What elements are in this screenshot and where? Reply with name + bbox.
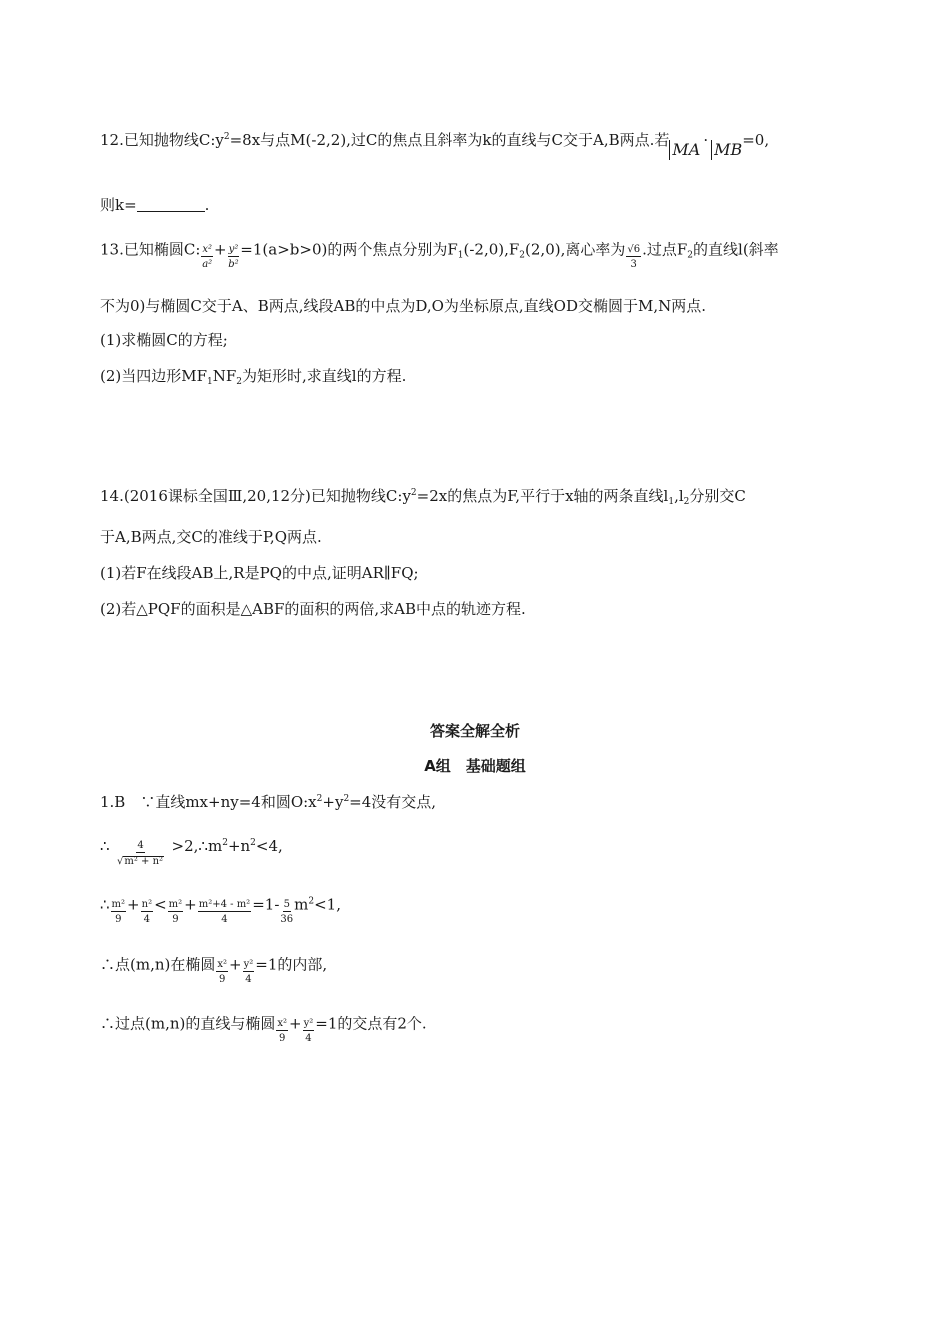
fraction-m2-9: $\frac{\text{m²}}{9}$ [111, 899, 126, 925]
q14-text-b: =2x的焦点为F,平行于x轴的两条直线l [416, 487, 669, 505]
q12-k: 则k= [100, 196, 137, 214]
q13-line2: 不为0)与椭圆C交于A、B两点,线段AB的中点为D,O为坐标原点,直线OD交椭圆于M,N两点. [100, 297, 707, 315]
a1-text-a: 1.B ∵直线mx+ny=4和圆O:x [100, 793, 317, 811]
q13-f2: (2,0),离心率为 [525, 240, 626, 259]
fraction-x2-a2: $\frac{\text{x²}}{\text{a²}}$ [202, 244, 213, 270]
a1-l3-eq: =1- [252, 895, 280, 914]
q14-text-a: 14.(2016课标全国Ⅲ,20,12分)已知抛物线C:y [100, 487, 411, 505]
q13-tail: .过点F [642, 240, 688, 259]
sup: 2 [316, 794, 323, 804]
sub: 2 [687, 250, 694, 261]
q14-line2: 于A,B两点,交C的准线于P,Q两点. [100, 528, 322, 546]
therefore-sign: ∴ [100, 895, 110, 914]
fraction-y2-b2: $\frac{\text{y²}}{\text{b²}}$ [228, 244, 239, 270]
sup: 2 [410, 488, 417, 498]
q13-part1: (1)求椭圆C的方程; [100, 331, 228, 349]
a1-l2-b: >2,∴m [171, 837, 223, 855]
q14-text-d: 分别交C [689, 487, 746, 505]
fraction-5-36: $\frac{5}{36}$ [280, 899, 294, 925]
a1-l2-d: <4, [255, 837, 283, 855]
answer1-line1 [100, 792, 436, 812]
a1-l3-m: m [294, 895, 309, 914]
fraction-4-sqrt: $\frac{4}{\text{√m² + n²}}$ [117, 840, 164, 867]
q14-part2: (2)若△PQF的面积是△ABF的面积的两倍,求AB中点的轨迹方程. [100, 600, 526, 618]
plus: + [229, 955, 242, 974]
plus: + [127, 895, 140, 914]
fraction-y2-4: $\frac{\text{y²}}{4}$ [243, 959, 254, 985]
q12-text-a: 12.已知抛物线C:y [100, 131, 224, 149]
q12-period: . [204, 196, 210, 214]
q12-line1 [100, 130, 770, 159]
therefore-sign: ∴ [100, 837, 110, 855]
vector-ma: MA [669, 140, 700, 160]
q13-part2-a: (2)当四边形MF [100, 367, 208, 385]
sub: 1 [457, 250, 464, 261]
q14-text-c: ,l [674, 487, 684, 505]
a1-text-c: =4没有交点, [349, 793, 437, 811]
a1-l5-a: ∴过点(m,n)的直线与椭圆 [100, 1014, 276, 1033]
plus: + [214, 240, 227, 259]
answers-group: A组 基础题组 [424, 757, 526, 775]
q13-lead: 13.已知椭圆C: [100, 240, 201, 259]
a1-l4-b: =1的内部, [255, 955, 328, 974]
less-than: < [154, 895, 167, 914]
sub: 1 [207, 377, 213, 387]
q12-text-b: =8x与点M(-2,2),过C的焦点且斜率为k的直线与C交于A,B两点.若 [229, 131, 670, 149]
answer1-line5 [100, 1012, 427, 1044]
fraction-x2-9: $\frac{\text{x²}}{9}$ [217, 959, 228, 985]
plus: + [289, 1014, 302, 1033]
sup: 2 [343, 794, 350, 804]
q13-f1: (-2,0),F [463, 240, 520, 259]
sup: 2 [222, 838, 228, 848]
a1-l2-c: +n [227, 837, 251, 855]
sub: 2 [236, 377, 243, 387]
fraction-y2-4: $\frac{\text{y²}}{4}$ [303, 1018, 314, 1044]
q12-end: =0, [742, 131, 770, 149]
sup: 2 [250, 838, 256, 848]
a1-l4-a: ∴点(m,n)在椭圆 [100, 955, 216, 974]
q14-line1 [100, 486, 746, 506]
answer1-line3 [100, 893, 341, 925]
sup: 2 [308, 896, 315, 907]
answer1-line2 [100, 834, 283, 867]
sub: 2 [683, 497, 690, 507]
q13-tail2: 的直线l(斜率 [693, 240, 779, 259]
sup: 2 [223, 132, 230, 142]
sub: 2 [519, 250, 526, 261]
answer-blank [137, 197, 205, 212]
q14-part1: (1)若F在线段AB上,R是PQ的中点,证明AR∥FQ; [100, 564, 419, 582]
dot-product: · [703, 131, 709, 149]
plus: + [184, 895, 197, 914]
fraction-sqrt6-3: $\frac{√6}{3}$ [627, 244, 641, 270]
answer1-line4 [100, 953, 328, 985]
vector-mb: MB [711, 140, 742, 160]
q13-after-frac: =1(a>b>0)的两个焦点分别为F [240, 240, 458, 259]
q13-part2 [100, 366, 406, 386]
q12-line2 [100, 195, 209, 215]
sub: 1 [668, 497, 675, 507]
fraction-x2-9: $\frac{\text{x²}}{9}$ [277, 1018, 288, 1044]
a1-text-b: +y [322, 793, 344, 811]
a1-l3-end: <1, [314, 895, 341, 914]
answers-title: 答案全解全析 [429, 722, 520, 740]
q13-part2-b: NF [212, 367, 237, 385]
fraction-n2-4: $\frac{\text{n²}}{4}$ [141, 899, 153, 925]
q13-line1 [100, 238, 779, 270]
fraction-4-m2-4: $\frac{\text{m²+4 - m²}}{4}$ [198, 899, 251, 925]
a1-l5-b: =1的交点有2个. [315, 1014, 427, 1033]
fraction-m2-9: $\frac{\text{m²}}{9}$ [168, 899, 183, 925]
q13-part2-c: 为矩形时,求直线l的方程. [242, 367, 407, 385]
